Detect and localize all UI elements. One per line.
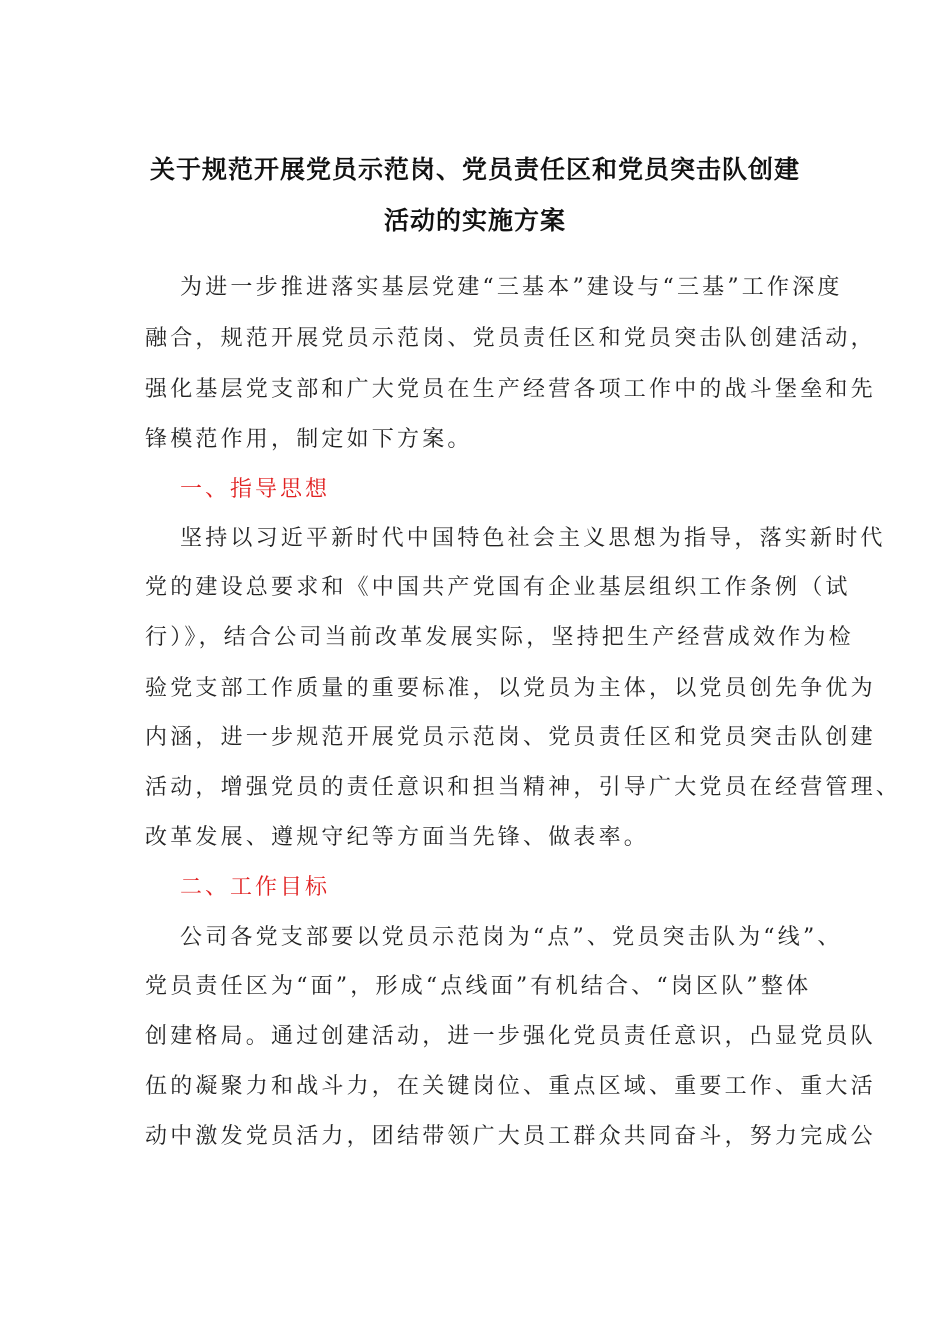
intro-line: 为进一步推进落实基层党建“三基本”建设与“三基”工作深度 — [180, 275, 843, 300]
section2-line: 党员责任区为“面”，形成“点线面”有机结合、“岗区队”整体 — [145, 974, 812, 999]
section-heading-guiding-thought: 一、指导思想 — [180, 477, 331, 502]
section2-line: 动中激发党员活力，团结带领广大员工群众共同奋斗，努力完成公 — [145, 1124, 876, 1149]
section2-line: 公司各党支部要以党员示范岗为“点”、党员突击队为“线”、 — [180, 925, 843, 950]
section1-line: 党的建设总要求和《中国共产党国有企业基层组织工作条例（试 — [145, 575, 851, 600]
section1-line: 行）》，结合公司当前改革发展实际，坚持把生产经营成效作为检 — [145, 625, 854, 650]
intro-line: 锋模范作用，制定如下方案。 — [145, 427, 473, 452]
section1-line: 改革发展、遵规守纪等方面当先锋、做表率。 — [145, 825, 650, 850]
section1-line: 验党支部工作质量的重要标准，以党员为主体，以党员创先争优为 — [145, 676, 876, 701]
section1-line: 内涵，进一步规范开展党员示范岗、党员责任区和党员突击队创建 — [145, 725, 876, 750]
document-title-line-2: 活动的实施方案 — [383, 206, 566, 235]
section-heading-work-goals: 二、工作目标 — [180, 875, 331, 900]
section1-line: 坚持以习近平新时代中国特色社会主义思想为指导，落实新时代 — [180, 526, 886, 551]
section1-line: 活动，增强党员的责任意识和担当精神，引导广大党员在经营管理、 — [145, 775, 902, 800]
section2-line: 创建格局。通过创建活动，进一步强化党员责任意识，凸显党员队 — [145, 1024, 876, 1049]
intro-line: 融合，规范开展党员示范岗、党员责任区和党员突击队创建活动， — [145, 326, 876, 351]
intro-line: 强化基层党支部和广大党员在生产经营各项工作中的战斗堡垒和先 — [145, 377, 876, 402]
document-title-line-1: 关于规范开展党员示范岗、党员责任区和党员突击队创建 — [149, 155, 800, 184]
section2-line: 伍的凝聚力和战斗力，在关键岗位、重点区域、重要工作、重大活 — [145, 1074, 876, 1099]
